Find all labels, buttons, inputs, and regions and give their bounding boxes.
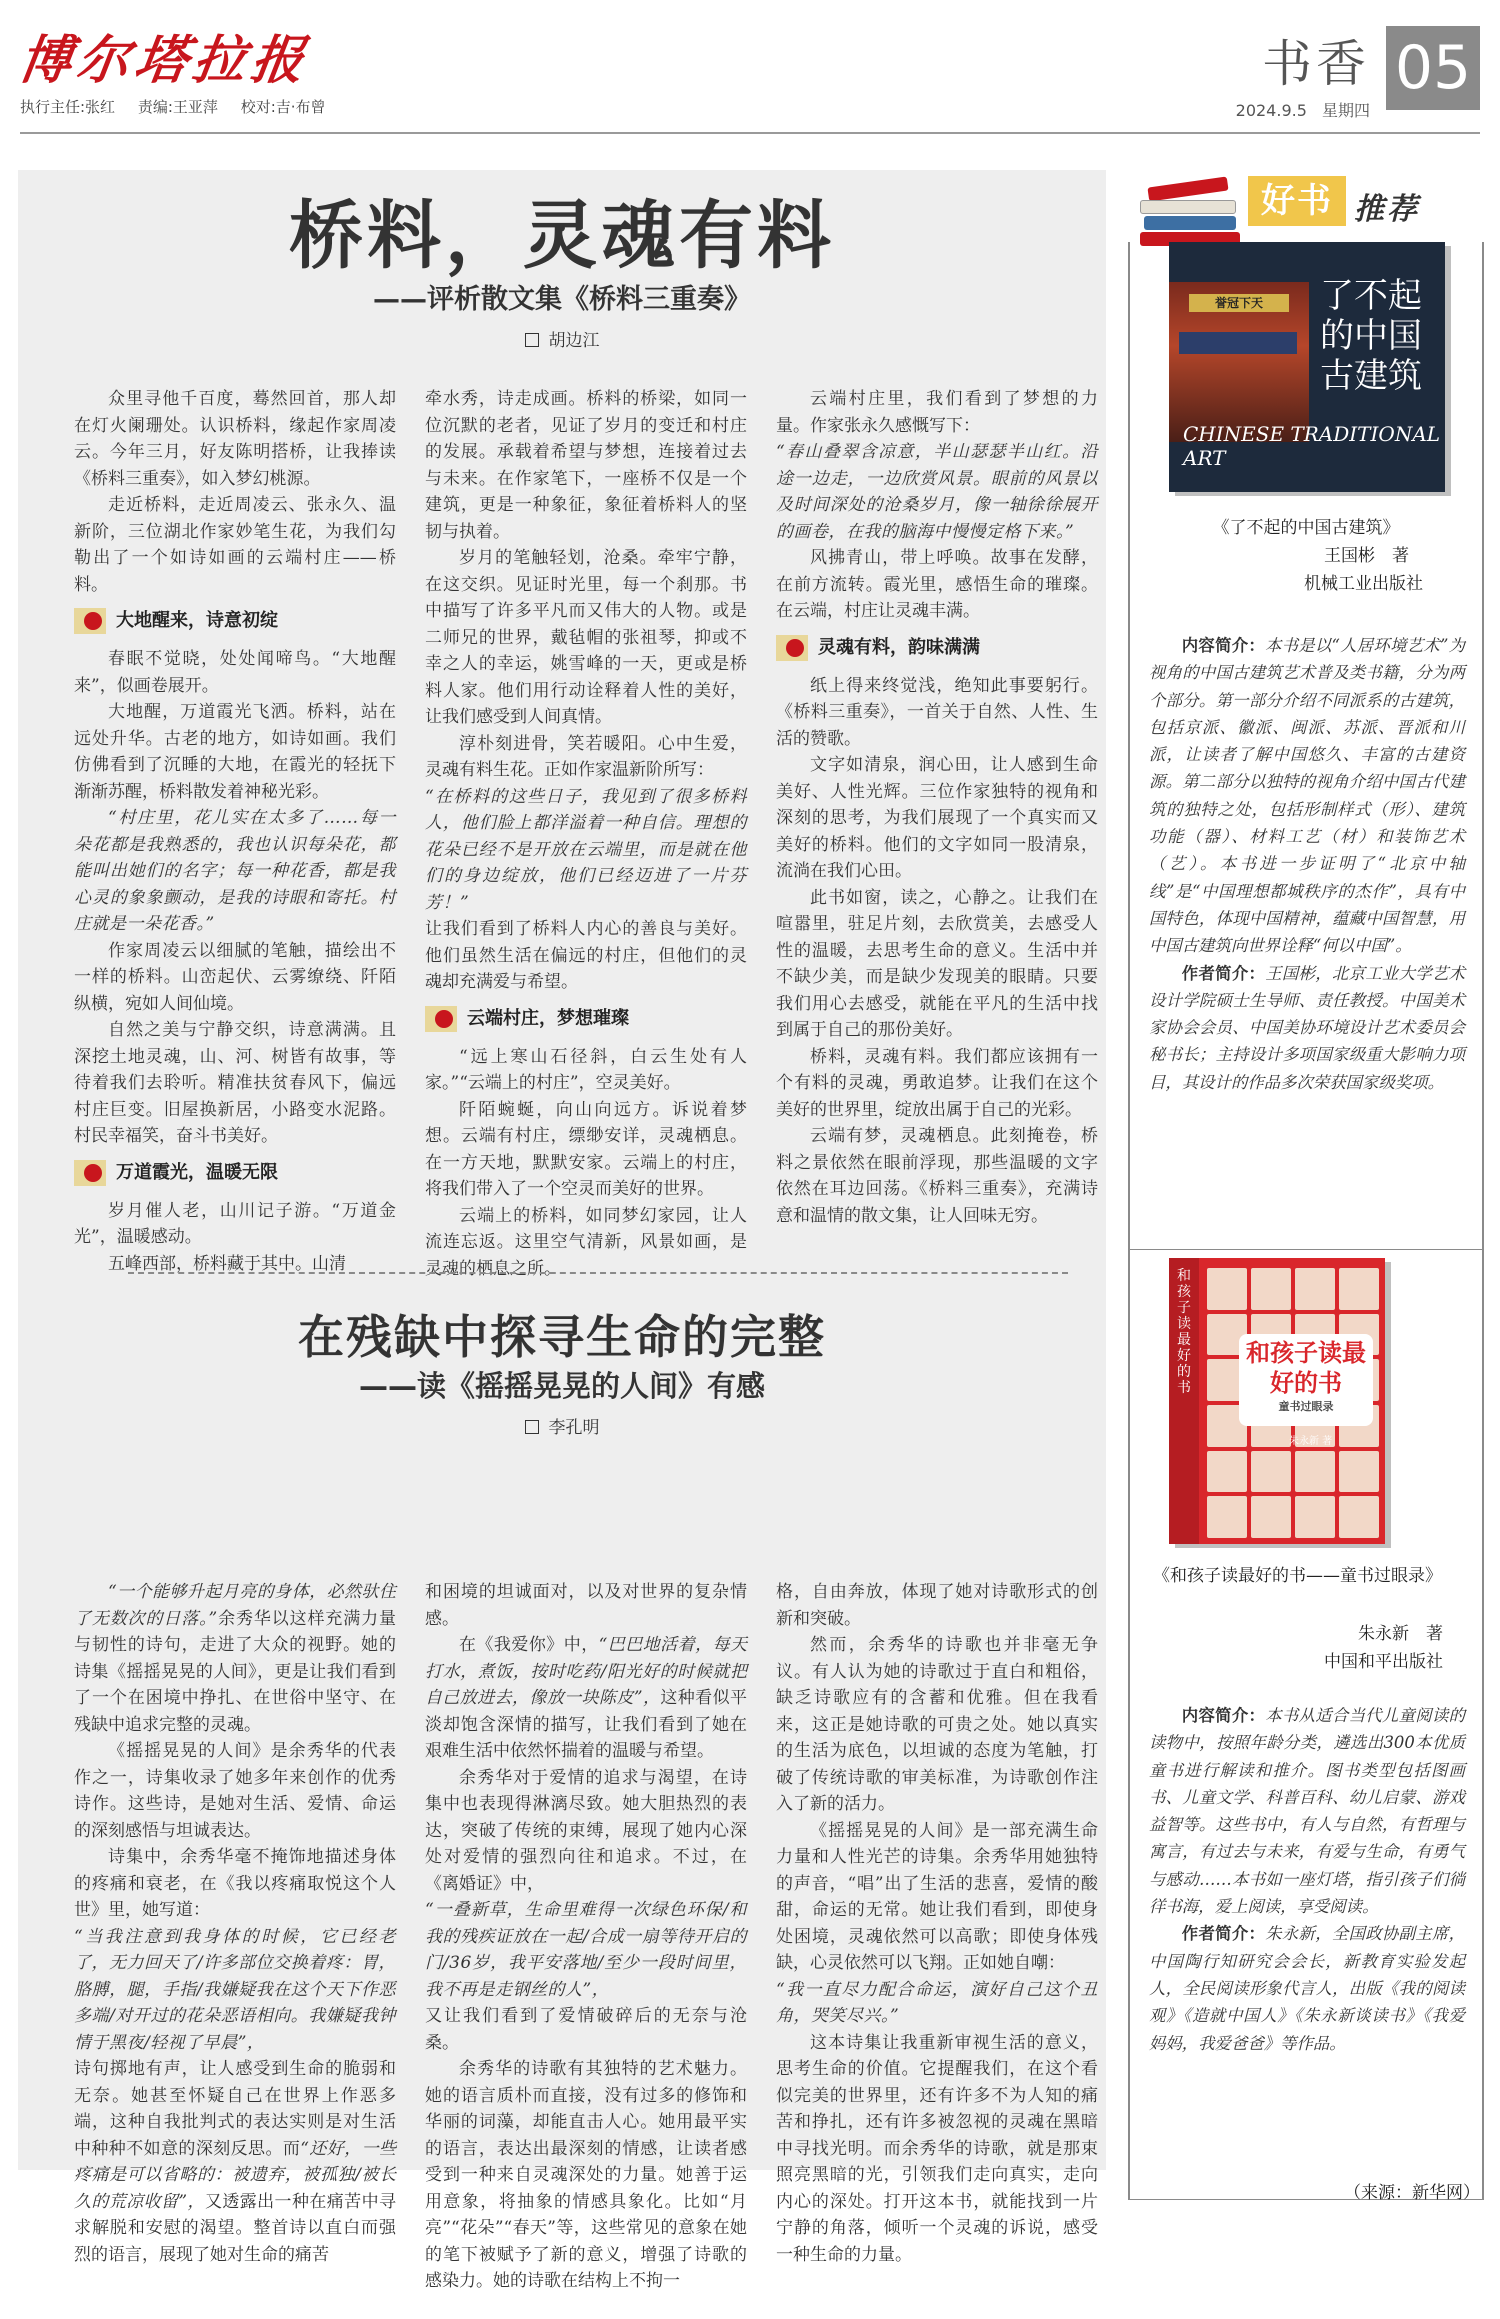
- section-heading: [776, 633, 1098, 663]
- paragraph: 自然之美与宁静交织，诗意满满。且深挖土地灵魂，山、河、树皆有故事，等待着我们去聆听。精准扶贫春风下，偏远村庄巨变。旧屋换新居，小路变水泥路。村民幸福笑，奋斗书美好。: [74, 1020, 396, 1146]
- book-publisher: 机械工业出版社: [1304, 574, 1423, 594]
- paragraph: 岁月的笔触轻划，沧桑。牵牢宁静，在这交织。见证时光里，每一个刹那。书中描写了许多平凡而又伟大的人物。或是二师兄的世界，戴毡帽的张祖琴，抑或不幸之人的幸运，姚雪峰的一天，更或是桥料人家。他们用行动诠释着人性的美好，让我们感受到人间真情。: [425, 548, 747, 727]
- author-label: 作者简介：: [1181, 1924, 1266, 1944]
- quote: “当我注意到我身体的时候，它已经老了，无力回天了/许多部位交换着疼：胃，胳膊，腿，手指/我嫌疑我在这个天下作恶多端/对开过的花朵恶语相向。我嫌疑我钟情于黑夜/轻视了早晨”，: [74, 1926, 396, 2053]
- paragraph: 此书如窗，读之，心静之。让我们在喧嚣里，驻足片刻，去欣赏美，去感受人性的温暖，去思考生命的意义。生活中并不缺少美，而是缺少发现美的眼睛。只要我们用心去感受，就能在平凡的生活中找到属于自己的那份美好。: [776, 887, 1098, 1040]
- article-column-1: [74, 1579, 396, 2319]
- paragraph: 众里寻他千百度，蓦然回首，那人却在灯火阑珊处。认识桥料，缘起作家周凌云。今年三月，好友陈明搭桥，让我捧读《桥料三重奏》，如入梦幻桃源。: [74, 389, 396, 489]
- section-heading: [425, 1004, 747, 1034]
- book-author: 朱永新 著: [1358, 1624, 1443, 1644]
- book-card-children-books: [1128, 1220, 1484, 2200]
- article-yaoyao: [18, 1307, 1106, 2291]
- paragraph: [74, 2056, 396, 2268]
- cover-title: [1239, 1334, 1373, 1426]
- article-column-2: [425, 386, 747, 1279]
- date: 2024.9.5: [1235, 101, 1307, 120]
- article-columns: [74, 386, 1098, 1279]
- paragraph: [74, 1579, 396, 1738]
- author-intro-text: 朱永新，全国政协副主席，中国陶行知研究会会长，新教育实验发起人，全民阅读形象代言人，出版《我的阅读观》《造就中国人》《朱永新谈读书》《我爱妈妈，我爱爸爸》等作品。: [1149, 1924, 1466, 2053]
- spine-title: 和孩子读最好的书: [1177, 1268, 1191, 1396]
- staff-credit: 校对:吉·布曾: [240, 98, 326, 116]
- section-heading-text: 灵魂有料，韵味满满: [818, 636, 980, 658]
- paragraph: 云端村庄里，我们看到了梦想的力量。作家张永久感慨写下：: [776, 389, 1098, 436]
- staff-credit: 执行主任:张红: [20, 98, 116, 116]
- section-heading: [74, 606, 396, 636]
- text: 在《我爱你》中，: [459, 1635, 599, 1655]
- book-author: 王国彬 著: [1324, 546, 1409, 566]
- cover-title: 了不起的中国古建筑: [1320, 276, 1422, 396]
- paragraph: 《摇摇晃晃的人间》是余秀华的代表作之一，诗集收录了她多年来创作的优秀诗作。这些诗，是她对生活、爱情、命运的深刻感悟与坦诚表达。: [74, 1741, 396, 1841]
- section-mark-icon: [776, 635, 808, 661]
- paragraph: 作家周凌云以细腻的笔触，描绘出不一样的桥料。山峦起伏、云雾缭绕、阡陌纵横，宛如人间仙境。: [74, 940, 396, 1014]
- paragraph: 云端有梦，灵魂栖息。此刻掩卷，桥料之景依然在眼前浮现，那些温暖的文字依然在耳边回荡。《桥料三重奏》，充满诗意和温情的散文集，让人回味无穷。: [776, 1126, 1098, 1226]
- author-name: 李孔明: [548, 1418, 600, 1438]
- cover-plaque: 誉冠下天: [1189, 294, 1289, 312]
- weekday: 星期四: [1321, 101, 1370, 120]
- article-author: [18, 326, 1106, 351]
- cover-title-text: 和孩子读最好的书: [1246, 1339, 1366, 1397]
- article-divider: [128, 1272, 1068, 1274]
- article-column-1: [74, 386, 396, 1274]
- intro-text: 本书从适合当代儿童阅读的读物中，按照年龄分类，遴选出300本优质童书进行解读和推介。图书类型包括图画书、儿童文学、科普百科、幼儿启蒙、游戏益智等。这些书中，有人与自然，有哲理与寓言，有过去与未来，有爱与生命，有勇气与感动……本书如一座灯塔，指引孩子们徜徉书海，爱上阅读，享受阅读。: [1149, 1706, 1466, 1917]
- author-intro-text: 王国彬，北京工业大学艺术设计学院硕士生导师、责任教授。中国美术家协会会员、中国美协环境设计艺术委员会秘书长；主持设计多项国家级重大影响力项目，其设计的作品多次荣获国家级奖项。: [1149, 963, 1466, 1092]
- cover-english-title: CHINESE TRADITIONAL ART: [1183, 422, 1441, 470]
- article-columns: [74, 1579, 1098, 2319]
- cover-author: 朱永新 著: [1289, 1436, 1333, 1447]
- book-name: 《了不起的中国古建筑》: [1212, 518, 1400, 538]
- paragraph: 阡陌蜿蜒，向山向远方。诉说着梦想。云端有村庄，缥缈安详，灵魂栖息。在一方天地，默默安家。云端上的村庄，将我们带入了一个空灵而美好的世界。: [425, 1099, 747, 1199]
- intro-label: 内容简介：: [1181, 1706, 1266, 1725]
- paragraph: 和困境的坦诚面对，以及对世界的复杂情感。: [425, 1582, 747, 1629]
- paragraph: 然而，余秀华的诗歌也并非毫无争议。有人认为她的诗歌过于直白和粗俗，缺乏诗歌应有的含蓄和优雅。但在我看来，这正是她诗歌的可贵之处。她以真实的生活为底色，以坦诚的态度为笔触，打破了传统诗歌的审美标准，为诗歌创作注入了新的活力。: [776, 1635, 1098, 1814]
- paragraph: 诗集中，余秀华毫不掩饰地描述身体的疼痛和衰老，在《我以疼痛取悦这个人世》里，她写道：: [74, 1847, 396, 1920]
- quote: “在桥料的这些日子，我见到了很多桥料人，他们脸上都洋溢着一种自信。理想的花朵已经不是开放在云端里，而是就在他们的身边绽放，他们已经迈进了一片芬芳！”: [425, 786, 747, 913]
- author-box-icon: [525, 1420, 539, 1434]
- book-intro: [1149, 1702, 1465, 2182]
- section-heading-text: 大地醒来，诗意初绽: [116, 610, 278, 631]
- paragraph: 五峰西部，桥料藏于其中。山清: [108, 1253, 346, 1274]
- article-title: 桥料，灵魂有料: [289, 193, 835, 279]
- article-qiaoliao: [18, 190, 1106, 1279]
- quote: “我一直尽力配合命运，演好自己这个丑角，哭笑尽兴。”: [776, 1979, 1098, 2026]
- paragraph: 又让我们看到了爱情破碎后的无奈与沧桑。: [425, 2006, 747, 2053]
- books-stack-icon: [1140, 176, 1250, 246]
- quote: “巴巴地活着，每天打水，煮饭，按时吃药/阳光好的时候就把自己放进去，像放一块陈皮”，: [425, 1635, 747, 1708]
- paragraph: 走近桥料，走近周凌云、张永久、温新阶，三位湖北作家妙笔生花，为我们勾勒出了一个如诗如画的云端村庄——桥料。: [74, 495, 396, 595]
- quote: “还好，一些疼痛是可以省略的：被遗弃，被孤独/被长久的荒凉收留”，: [74, 2138, 396, 2212]
- quote: “村庄里，花儿实在太多了……每一朵花都是我熟悉的，我也认识每朵花，都能叫出她们的名字；每一种花香，都是我心灵的象象颤动，是我的诗眼和寄托。村庄就是一朵花香。”: [74, 808, 396, 934]
- paragraph: 淳朴刻进骨，笑若暖阳。心中生爱，灵魂有料生花。正如作家温新阶所写：: [425, 733, 747, 780]
- header-divider: [20, 132, 1480, 134]
- paragraph: 让我们看到了桥料人内心的善良与美好。他们虽然生活在偏远的村庄，但他们的灵魂却充满爱与希望。: [425, 919, 747, 992]
- author-name: 胡边江: [548, 331, 600, 351]
- quote: “一叠新草，生命里难得一次绿色环保/和我的残疾证放在一起/合成一扇等待开启的门/36岁，我平安落地/至少一段时间里，我不再是走钢丝的人”，: [425, 1900, 747, 2000]
- intro-label: 内容简介：: [1181, 636, 1265, 655]
- main-articles-panel: [18, 170, 1106, 2291]
- article-column-2: [425, 1579, 747, 2319]
- article-subtitle: ——评析散文集《桥料三重奏》: [373, 284, 751, 315]
- masthead: [15, 18, 1480, 130]
- paragraph: 大地醒，万道霞光飞洒。桥料，站在远处升华。古老的地方，如诗如画。我们仿佛看到了沉睡的大地，在霞光的轻抚下渐渐苏醒，桥料散发着神秘光彩。: [74, 702, 396, 802]
- book-card-ancient-architecture: [1128, 242, 1484, 1250]
- source-credit: （来源：新华网）: [1344, 2183, 1480, 2203]
- article-author: [18, 1413, 1106, 1438]
- paragraph: 牵水秀，诗走成画。桥料的桥梁，如同一位沉默的老者，见证了岁月的变迁和村庄的发展。承载着希望与梦想，连接着过去与未来。在作家笔下，一座桥不仅是一个建筑，更是一种象征，象征着桥料人的坚韧与执着。: [425, 389, 747, 542]
- book-cover[interactable]: [1169, 1258, 1385, 1544]
- book-name: 《和孩子读最好的书——童书过眼录》: [1153, 1566, 1442, 1586]
- article-title: 在残缺中探寻生命的完整: [298, 1310, 826, 1364]
- article-column-3: [776, 1579, 1098, 2319]
- intro-text: 本书是以“人居环境艺术”为视角的中国古建筑艺术普及类书籍，分为两个部分。第一部分介绍不同派系的古建筑，包括京派、徽派、闽派、苏派、晋派和川派，让读者了解中国悠久、丰富的古建资源。第二部分以独特的视角介绍中国古代建筑的独特之处，包括形制样式（形）、建筑功能（器）、材料工艺（材）和装饰艺术（艺）。本书进一步证明了“北京中轴线”是“中国理想都城秩序的杰作”，具有中国特色，体现中国精神，蕴藏中国智慧，用中国古建筑向世界诠释“何以中国”。: [1149, 636, 1465, 956]
- paragraph: 风拂青山，带上呼唤。故事在发酵，在前方流转。霞光里，感悟生命的璀璨。在云端，村庄让灵魂丰满。: [776, 548, 1098, 621]
- staff-credit: 责编:王亚萍: [137, 98, 218, 116]
- article-subtitle: ——读《摇摇晃晃的人间》有感: [358, 1369, 765, 1403]
- paragraph: 春眠不觉晓，处处闻啼鸟。“大地醒来”，似画卷展开。: [74, 649, 396, 696]
- text: 这种看似平淡却饱含深情的描写，让我们看到了她在艰难生活中依然怀揣着的温暖与希望。: [425, 1688, 747, 1761]
- paragraph: “远上寒山石径斜，白云生处有人家。”“云端上的村庄”，空灵美好。: [425, 1046, 747, 1093]
- quote: “春山叠翠含凉意，半山瑟瑟半山红。沿途一边走，一边欣赏风景。眼前的风景以及时间深处的沧桑岁月，像一轴徐徐展开的画卷，在我的脑海中慢慢定格下来。”: [776, 442, 1098, 542]
- text: 诗句掷地有声，让人感受到生命的脆弱和无奈。她甚至怀疑自己在世界上作恶多端，这种自我批判式的表达实则是对生活中种种不如意的深刻反思。而: [74, 2059, 396, 2159]
- book-publisher: 中国和平出版社: [1324, 1652, 1443, 1672]
- text: 又透露出一种在痛苦中寻求解脱和安慰的渴望。整首诗以直白而强烈的语言，展现了她对生命的痛苦: [74, 2191, 396, 2265]
- paragraph: 桥料，灵魂有料。我们都应该拥有一个有料的灵魂，勇敢追梦。让我们在这个美好的世界里，绽放出属于自己的光彩。: [776, 1046, 1098, 1120]
- recommend-label: 好书: [1248, 176, 1346, 226]
- book-cover[interactable]: [1169, 242, 1445, 492]
- section-mark-icon: [425, 1006, 457, 1032]
- author-box-icon: [525, 333, 539, 347]
- section-mark-icon: [74, 1160, 106, 1186]
- paragraph: 岁月催人老，山川记子游。“万道金光”，温暖感动。: [74, 1200, 396, 1247]
- paragraph: 余秀华的诗歌有其独特的艺术魅力。她的语言质朴而直接，没有过多的修饰和华丽的词藻，却能直击人心。她用最平实的语言，表达出最深刻的情感，让读者感受到一种来自灵魂深处的力量。她善于运用意象，将抽象的情感具象化。比如“月亮”“花朵”“春天”等，这些常见的意象在她的笔下被赋予了新的意义，增强了诗歌的感染力。她的诗歌在结构上不拘一: [425, 2059, 747, 2291]
- page-number: 05: [1386, 26, 1480, 110]
- section-mark-icon: [74, 608, 106, 634]
- author-label: 作者简介：: [1181, 963, 1266, 983]
- paragraph: 余秀华对于爱情的追求与渴望，在诗集中也表现得淋漓尽致。她大胆热烈的表达，突破了传统的束缚，展现了她内心深处对爱情的强烈向往和追求。不过，在《离婚证》中，: [425, 1767, 747, 1894]
- paragraph: 这本诗集让我重新审视生活的意义，思考生命的价值。它提醒我们，在这个看似完美的世界里，还有许多不为人知的痛苦和挣扎，还有许多被忽视的灵魂在黑暗中寻找光明。而余秀华的诗歌，就是那束照亮黑暗的光，引领我们走向真实，走向内心的深处。打开这本书，就能找到一片宁静的角落，倾听一个灵魂的诉说，感受一种生命的力量。: [776, 2032, 1098, 2265]
- paragraph: 纸上得来终觉浅，绝知此事要躬行。《桥料三重奏》，一首关于自然、人性、生活的赞歌。: [776, 675, 1098, 749]
- paragraph: 《摇摇晃晃的人间》是一部充满生命力量和人性光芒的诗集。余秀华用她独特的声音，“唱”出了生活的悲喜，爱情的酸甜，命运的无常。她让我们看到，即使身处困境，灵魂依然可以高歌；即使身体残缺，心灵依然可以飞翔。正如她自嘲：: [776, 1820, 1098, 1973]
- paragraph: 格，自由奔放，体现了她对诗歌形式的创新和突破。: [776, 1582, 1098, 1629]
- issue-date: [1226, 98, 1370, 121]
- text: 余秀华以这样充满力量与韧性的诗句，走进了大众的视野。她的诗集《摇摇晃晃的人间》，更是让我们看到了一个在困境中挣扎、在世俗中坚守、在残缺中追求完整的灵魂。: [74, 1608, 396, 1735]
- cover-subtitle: 童书过眼录: [1278, 1400, 1334, 1413]
- recommend-label-2: 推荐: [1354, 192, 1420, 227]
- article-column-3: [776, 386, 1098, 1246]
- newspaper-logo[interactable]: 博尔塔拉报: [15, 30, 314, 91]
- book-intro: [1149, 632, 1465, 1232]
- staff-credits: [20, 96, 344, 117]
- section-heading: [74, 1158, 396, 1188]
- book-recommendations: [1128, 170, 1484, 2053]
- quote: “一个能够升起月亮的身体，必然驮住了无数次的日落。”: [74, 1582, 396, 1629]
- section-heading-text: 云端村庄，梦想璀璨: [467, 1007, 629, 1029]
- paragraph: 文字如清泉，润心田，让人感到生命美好、人性光辉。三位作家独特的视角和深刻的思考，为我们展现了一个真实而又美好的桥料。他们的文字如同一股清泉，流淌在我们心田。: [776, 755, 1098, 881]
- section-name: 书香: [1262, 35, 1370, 93]
- section-heading-text: 万道霞光，温暖无限: [116, 1161, 278, 1183]
- paragraph: 云端上的桥料，如同梦幻家园，让人流连忘返。这里空气清新，风景如画，是灵魂的栖息之所。: [425, 1205, 747, 1279]
- paragraph: [425, 1632, 747, 1765]
